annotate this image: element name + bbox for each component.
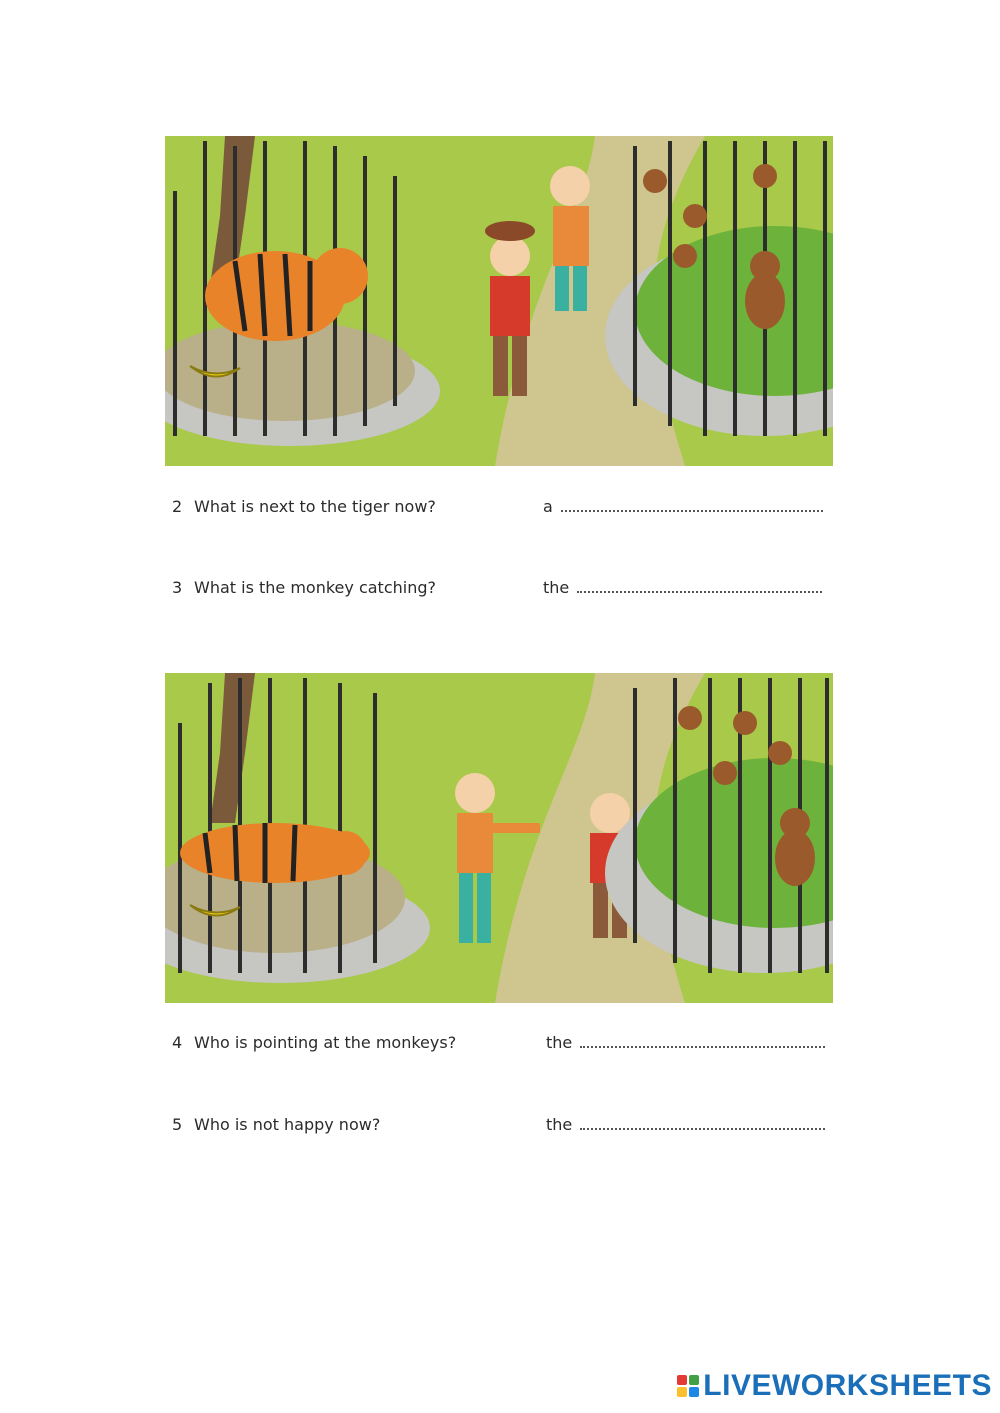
answer-lead: a xyxy=(543,497,553,516)
question-5 xyxy=(172,1115,380,1134)
question-text: What is the monkey catching? xyxy=(194,578,436,597)
answer-blank[interactable] xyxy=(580,1116,825,1130)
zoo-illustration-1 xyxy=(165,136,833,466)
answer-line-4[interactable] xyxy=(546,1033,825,1052)
question-text: Who is pointing at the monkeys? xyxy=(194,1033,457,1052)
answer-blank[interactable] xyxy=(561,498,823,512)
answer-lead: the xyxy=(543,578,570,597)
answer-lead: the xyxy=(546,1033,573,1052)
sleeping-tiger xyxy=(180,823,370,883)
question-number: 5 xyxy=(172,1115,183,1134)
liveworksheets-logo xyxy=(677,1369,992,1403)
answer-line-3[interactable] xyxy=(543,578,822,597)
question-number: 2 xyxy=(172,497,183,516)
answer-blank[interactable] xyxy=(577,579,822,593)
question-number: 4 xyxy=(172,1033,183,1052)
logo-wordmark: LIVEWORKSHEETS xyxy=(703,1369,992,1402)
answer-blank[interactable] xyxy=(580,1034,825,1048)
question-2 xyxy=(172,497,436,516)
question-text: Who is not happy now? xyxy=(194,1115,381,1134)
question-4 xyxy=(172,1033,456,1052)
question-3 xyxy=(172,578,436,597)
answer-line-2[interactable] xyxy=(543,497,823,516)
zoo-illustration-2 xyxy=(165,673,833,1003)
question-number: 3 xyxy=(172,578,183,597)
answer-lead: the xyxy=(546,1115,573,1134)
answer-line-5[interactable] xyxy=(546,1115,825,1134)
hat xyxy=(485,221,535,241)
logo-badge-icon xyxy=(677,1375,699,1397)
question-text: What is next to the tiger now? xyxy=(194,497,436,516)
